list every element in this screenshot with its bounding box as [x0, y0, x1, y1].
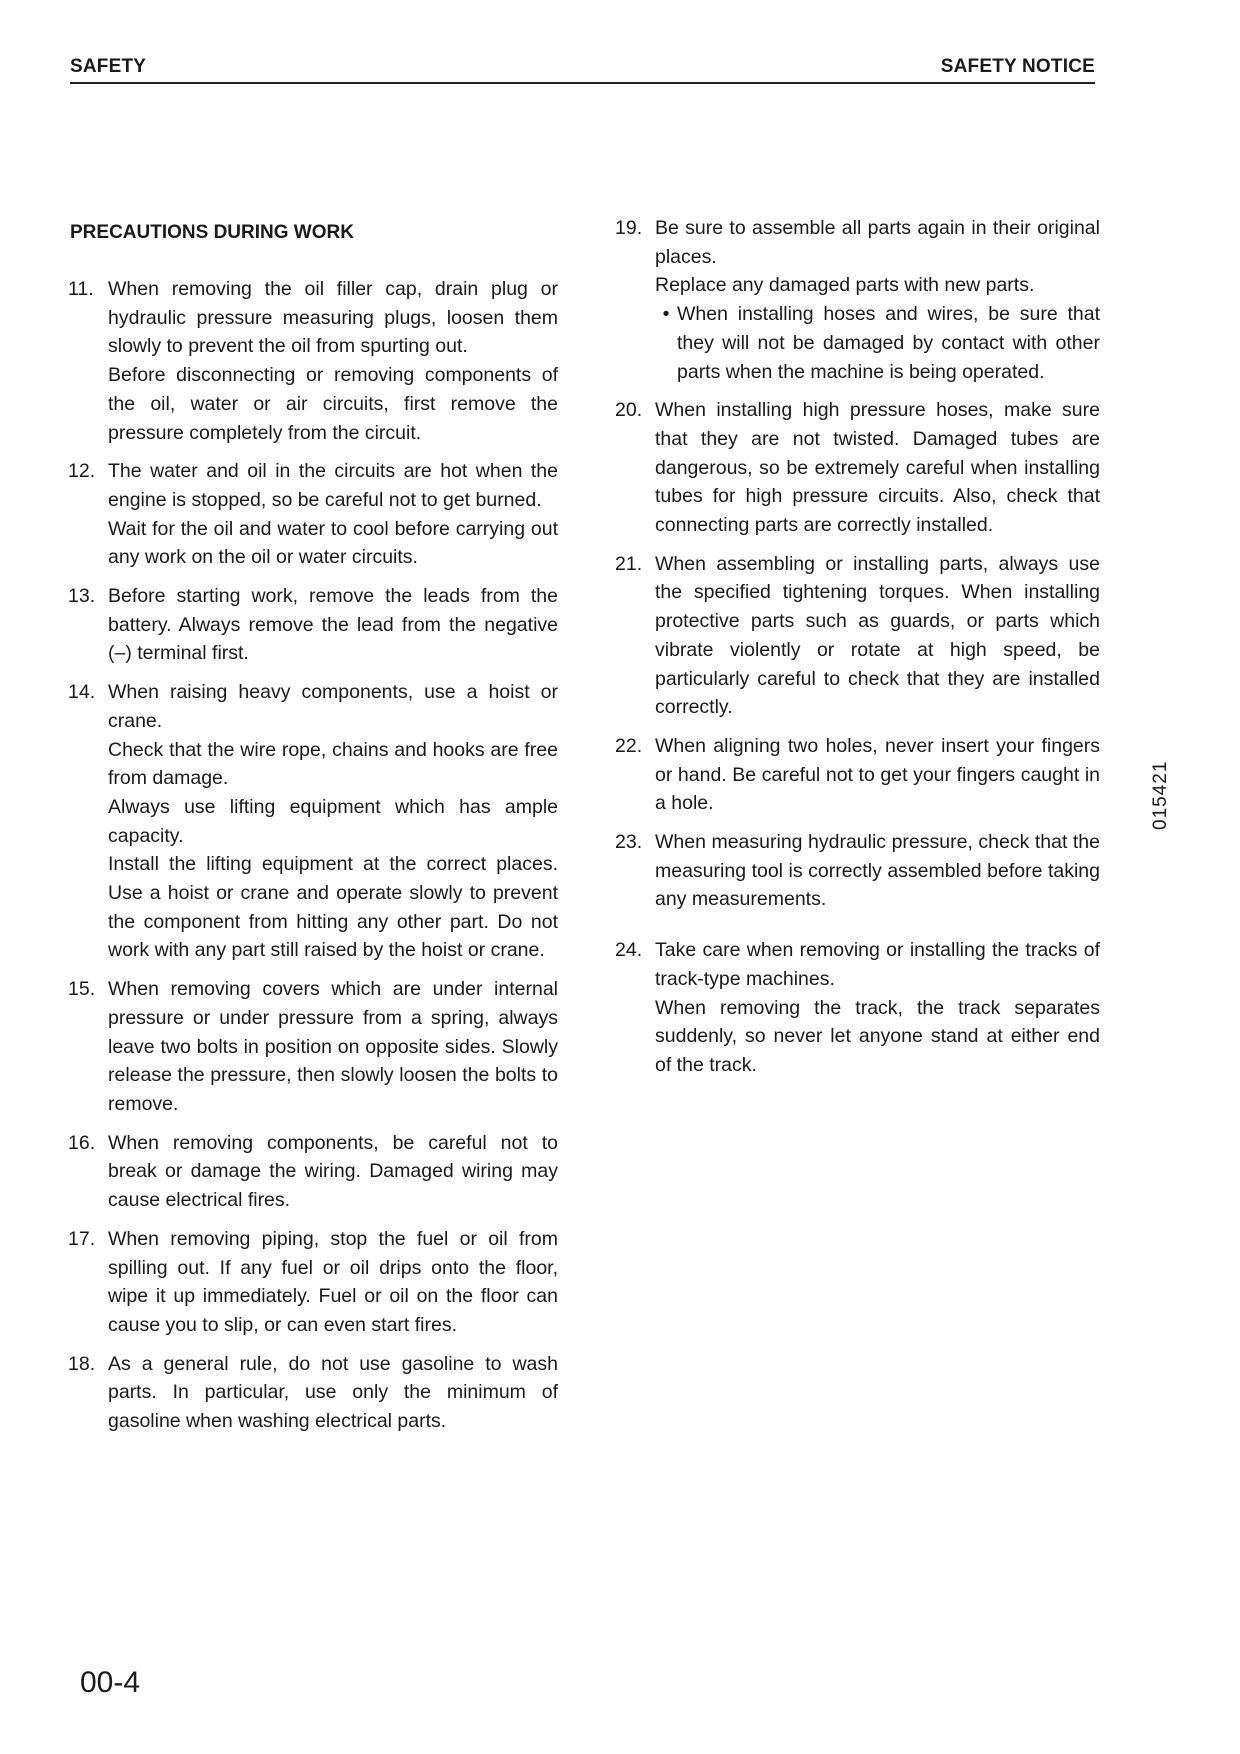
header-section-label: SAFETY — [70, 56, 147, 77]
section-title: PRECAUTIONS DURING WORK — [70, 222, 354, 243]
item-number: 22. — [615, 734, 643, 757]
bullet-point — [655, 300, 1100, 386]
item-number: 23. — [615, 831, 643, 854]
list-item — [615, 550, 1100, 722]
item-paragraph: When raising heavy components, use a hoist or crane. — [108, 681, 558, 732]
list-item — [68, 1129, 558, 1215]
item-number: 19. — [615, 217, 643, 239]
item-paragraph: As a general rule, do not use gasoline to wash parts. In particular, use only the minimum of gasoline when washing electrical parts. — [108, 1352, 558, 1433]
item-paragraph: When measuring hydraulic pressure, check that the measuring tool is correctly assembled before taking any measurements. — [655, 831, 1100, 911]
item-number: 20. — [615, 399, 643, 422]
item-number: 15. — [68, 978, 96, 1001]
item-number: 17. — [68, 1227, 96, 1250]
side-reference-code: 015421 — [1150, 760, 1171, 830]
item-paragraph: When removing components, be careful not to break or damage the wiring. Damaged wiring may cause electrical fires. — [108, 1131, 558, 1212]
list-item — [615, 214, 1100, 386]
list-item — [615, 396, 1100, 540]
item-paragraph: Always use lifting equipment which has ample capacity. — [108, 795, 558, 847]
list-item — [615, 828, 1100, 914]
bullet-text: When installing hoses and wires, be sure that they will not be damaged by contact with other parts when the machine is being operated. — [677, 303, 1100, 383]
item-paragraph: Before disconnecting or removing components of the oil, water or air circuits, first remove the pressure completely from the circuit. — [108, 364, 558, 444]
item-paragraph: Wait for the oil and water to cool before carrying out any work on the oil or water circuits. — [108, 517, 558, 569]
item-paragraph: When removing the track, the track separates suddenly, so never let anyone stand at either end of the track. — [655, 996, 1100, 1076]
item-number: 12. — [68, 460, 96, 483]
list-item — [68, 975, 558, 1119]
item-paragraph: Check that the wire rope, chains and hooks are free from damage. — [108, 738, 558, 790]
item-number: 24. — [615, 939, 643, 962]
item-paragraph: When aligning two holes, never insert your fingers or hand. Be careful not to get your fingers caught in a hole. — [655, 734, 1100, 815]
item-number: 21. — [615, 552, 643, 575]
list-item — [68, 275, 558, 447]
item-paragraph: When assembling or installing parts, always use the specified tightening torques. When installing protective parts such as guards, or parts which vibrate violently or rotate at high speed, be particularly careful to check that they are installed correctly. — [655, 552, 1100, 719]
item-paragraph: When removing piping, stop the fuel or oil from spilling out. If any fuel or oil drips onto the floor, wipe it up immediately. Fuel or oil on the floor can cause you to slip, or can even start fires. — [108, 1227, 558, 1336]
list-item — [615, 936, 1100, 1080]
item-number: 18. — [68, 1352, 96, 1375]
bullet-icon: • — [662, 303, 670, 326]
list-item — [615, 732, 1100, 818]
item-paragraph: When installing high pressure hoses, make sure that they are not twisted. Damaged tubes are dangerous, so be extremely careful when installing tubes for high pressure circuits. Also, check that connecting parts are correctly installed. — [655, 399, 1100, 537]
list-item — [68, 457, 558, 572]
item-paragraph: Take care when removing or installing the tracks of track-type machines. — [655, 939, 1100, 990]
header-page-label: SAFETY NOTICE — [940, 56, 1095, 77]
header-rule — [70, 82, 1095, 84]
item-paragraph: Install the lifting equipment at the correct places. Use a hoist or crane and operate slowly to prevent the component from hitting any other part. Do not work with any part still raised by the hoist or crane. — [108, 853, 558, 962]
item-paragraph: Replace any damaged parts with new parts. — [655, 274, 1035, 297]
item-number: 11. — [68, 278, 94, 300]
item-paragraph: Before starting work, remove the leads from the battery. Always remove the lead from the negative (–) terminal first. — [108, 585, 558, 665]
item-number: 16. — [68, 1131, 96, 1154]
item-number: 13. — [68, 585, 96, 608]
item-paragraph: Be sure to assemble all parts again in their original places. — [655, 217, 1100, 268]
item-paragraph: When removing the oil filler cap, drain plug or hydraulic pressure measuring plugs, loosen them slowly to prevent the oil from spurting out. — [108, 278, 558, 358]
list-item — [68, 582, 558, 668]
list-item — [68, 1350, 558, 1436]
left-column — [68, 275, 558, 1446]
right-column — [615, 214, 1100, 1090]
page-number: 00-4 — [80, 1666, 141, 1699]
list-item — [68, 1225, 558, 1340]
list-item — [68, 678, 558, 965]
item-paragraph: The water and oil in the circuits are hot when the engine is stopped, so be careful not to get burned. — [108, 460, 558, 511]
item-paragraph: When removing covers which are under internal pressure or under pressure from a spring, always leave two bolts in position on opposite sides. Slowly release the pressure, then slowly loosen the bolts to remove. — [108, 978, 558, 1115]
item-number: 14. — [68, 681, 96, 704]
